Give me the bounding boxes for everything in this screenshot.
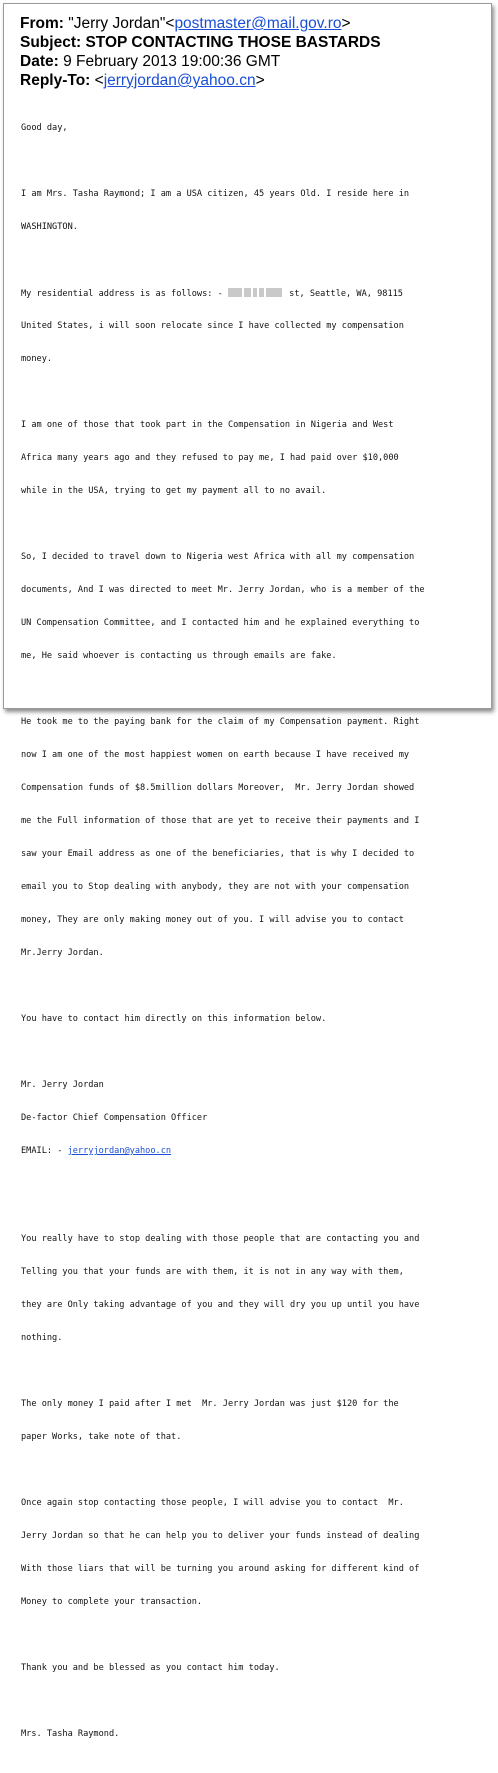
subject-label: Subject: [20, 34, 82, 51]
signature-name: Mr. Jerry Jordan [21, 1080, 104, 1090]
intro-paragraph [21, 167, 487, 255]
greeting-line: Good day, [21, 123, 68, 133]
warning-paragraph [21, 1212, 487, 1366]
address-line [21, 288, 487, 299]
signature-title: De-factor Chief Compensation Officer [21, 1113, 208, 1123]
body-line: documents, And I was directed to meet Mr. Jerry Jordan, who is a member of the [21, 585, 425, 595]
closing-paragraph [21, 1707, 487, 1762]
body-line: I am one of those that took part in the Compensation in Nigeria and West [21, 420, 394, 430]
advice-paragraph [21, 1476, 487, 1630]
body-line: Compensation funds of $8.5million dollars Moreover, Mr. Jerry Jordan showed [21, 783, 415, 793]
body-line: now I am one of the most happiest women on earth because I have received my [21, 750, 410, 760]
body-line: Africa many years ago and they refused to pay me, I had paid over $10,000 [21, 453, 399, 463]
body-line: Thank you and be blessed as you contact him today. [21, 1663, 280, 1673]
replyto-label: Reply-To: [20, 72, 91, 89]
body-line: I am Mrs. Tasha Raymond; I am a USA citizen, 45 years Old. I reside here in [21, 189, 410, 199]
fee-paragraph [21, 1377, 487, 1465]
body-line: me the Full information of those that are yet to receive their payments and I [21, 816, 420, 826]
address-suffix: st, Seattle, WA, 98115 [283, 289, 403, 299]
greeting-paragraph [21, 101, 487, 156]
payment-paragraph [21, 695, 487, 981]
address-paragraph [21, 266, 487, 387]
body-line: UN Compensation Committee, and I contacted him and he explained everything to [21, 618, 420, 628]
body-line: Jerry Jordan so that he can help you to deliver your funds instead of dealing [21, 1531, 420, 1541]
body-line: Telling you that your funds are with them, it is not in any way with them, [21, 1267, 404, 1277]
body-line: United States, i will soon relocate since I have collected my compensation [21, 321, 404, 331]
subject-value: STOP CONTACTING THOSE BASTARDS [85, 34, 381, 51]
travel-paragraph [21, 530, 487, 684]
redacted-block [244, 288, 251, 297]
signature-block [21, 1058, 487, 1179]
from-close-bracket: > [341, 15, 351, 32]
body-line: He took me to the paying bank for the claim of my Compensation payment. Right [21, 717, 420, 727]
body-line: they are Only taking advantage of you and they will dry you up until you have [21, 1300, 420, 1310]
redacted-block [259, 288, 264, 297]
body-line: money, They are only making money out of you. I will advise you to contact [21, 915, 404, 925]
subject-row [20, 33, 485, 52]
body-line: You have to contact him directly on this information below. [21, 1014, 327, 1024]
body-line: paper Works, take note of that. [21, 1432, 182, 1442]
body-line: Money to complete your transaction. [21, 1597, 203, 1607]
redacted-block [253, 288, 257, 297]
body-line: money. [21, 354, 53, 364]
email-body [21, 101, 487, 1773]
body-line: nothing. [21, 1333, 63, 1343]
from-row [20, 14, 485, 33]
body-line: WASHINGTON. [21, 222, 78, 232]
redacted-block [228, 288, 242, 297]
body-line: With those liars that will be turning you around asking for different kind of [21, 1564, 420, 1574]
replyto-close-bracket: > [255, 72, 265, 89]
body-line: So, I decided to travel down to Nigeria west Africa with all my compensation [21, 552, 415, 562]
history-paragraph [21, 398, 487, 519]
from-email-link[interactable]: postmaster@mail.gov.ro [174, 15, 342, 32]
thanks-paragraph [21, 1641, 487, 1696]
date-value: 9 February 2013 19:00:36 GMT [63, 53, 281, 70]
address-prefix: My residential address is as follows: - [21, 289, 228, 299]
email-window [3, 3, 492, 1739]
signature-email-line [21, 1146, 487, 1157]
body-line: You really have to stop dealing with those people that are contacting you and [21, 1234, 420, 1244]
body-line: The only money I paid after I met Mr. Jerry Jordan was just $120 for the [21, 1399, 399, 1409]
email-header [20, 14, 485, 90]
body-line: saw your Email address as one of the beneficiaries, that is why I decided to [21, 849, 415, 859]
replyto-row [20, 71, 485, 90]
from-label: From: [20, 15, 64, 32]
body-line: Once again stop contacting those people, I will advise you to contact Mr. [21, 1498, 404, 1508]
date-label: Date: [20, 53, 59, 70]
body-line: while in the USA, trying to get my payment all to no avail. [21, 486, 327, 496]
closing-signature: Mrs. Tasha Raymond. [21, 1729, 120, 1739]
date-row [20, 52, 485, 71]
signature-email-label: EMAIL: - [21, 1146, 68, 1156]
replyto-email-link[interactable]: jerryjordan@yahoo.cn [103, 72, 256, 89]
replyto-open-bracket: < [94, 72, 104, 89]
signature-email-link[interactable]: jerryjordan@yahoo.cn [67, 1146, 172, 1156]
from-name: "Jerry Jordan"< [68, 15, 175, 32]
contact-paragraph [21, 992, 487, 1047]
body-line: me, He said whoever is contacting us through emails are fake. [21, 651, 337, 661]
body-line: Mr.Jerry Jordan. [21, 948, 104, 958]
body-line: email you to Stop dealing with anybody, they are not with your compensation [21, 882, 410, 892]
redacted-block [266, 288, 282, 297]
